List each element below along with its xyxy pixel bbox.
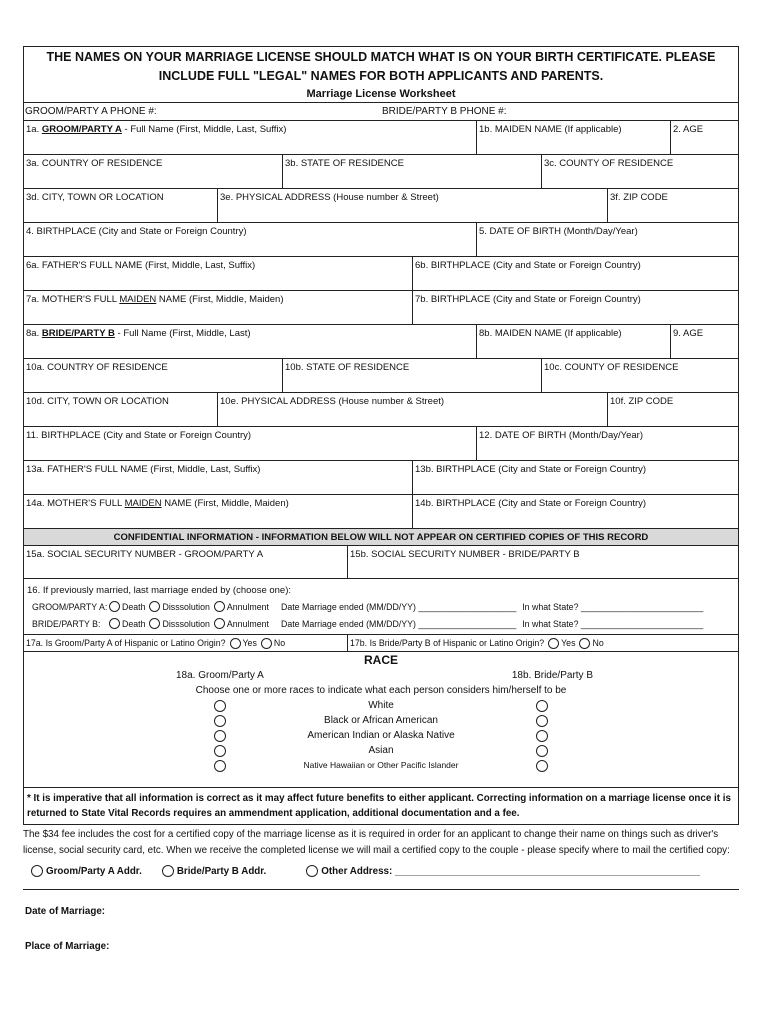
bride-full-name-field[interactable]	[24, 325, 477, 358]
form-row	[24, 291, 738, 325]
imperative-notice: * It is imperative that all information is correct as it may affect future benefits to either applicant. Correcting information on a marriage license once it is returned to State Vital Records requires an ammendment application, additional documentation and a fee.	[27, 793, 731, 819]
groom-father-birthplace-field[interactable]: 6b. BIRTHPLACE (City and State or Foreign Country)	[415, 260, 641, 271]
groom-mother-name-field[interactable]	[24, 291, 413, 324]
groom-father-name-field[interactable]: 6a. FATHER'S FULL NAME (First, Middle, Last, Suffix)	[24, 257, 413, 290]
bride-hispanic-field	[348, 635, 738, 651]
bride-address-option[interactable]	[162, 865, 266, 877]
bride-maiden-name-field[interactable]: 8b. MAIDEN NAME (If applicable)	[477, 325, 671, 358]
field-label-emphasis: MAIDEN	[124, 498, 162, 509]
hispanic-origin-row	[24, 635, 738, 652]
groom-hispanic-field	[24, 635, 348, 651]
groom-address-option[interactable]	[31, 865, 142, 877]
race-bride-heading: 18b. Bride/Party B	[511, 670, 593, 681]
form-row	[24, 257, 738, 291]
race-option-label: White	[368, 700, 394, 711]
option-label: Disssolution	[162, 601, 210, 612]
bride-hispanic-no[interactable]	[579, 638, 603, 649]
confidential-banner: CONFIDENTIAL INFORMATION - INFORMATION BELOW WILL NOT APPEAR ON CERTIFIED COPIES OF THIS RECORD	[24, 529, 738, 546]
bride-father-birthplace-field[interactable]: 13b. BIRTHPLACE (City and State or Foreign Country)	[415, 464, 647, 475]
race-title: RACE	[363, 653, 398, 667]
groom-marriage-label: GROOM/PARTY A:	[32, 601, 108, 612]
radio-icon[interactable]	[31, 865, 43, 877]
option-label: No	[592, 638, 604, 648]
field-label: 1a.	[26, 124, 42, 135]
race-option-label: American Indian or Alaska Native	[307, 730, 455, 741]
bride-dob-field[interactable]: 12. DATE OF BIRTH (Month/Day/Year)	[479, 430, 644, 441]
bride-race-radio[interactable]	[536, 745, 548, 757]
field-label: NAME (First, Middle, Maiden)	[156, 294, 284, 305]
marriage-license-worksheet	[23, 46, 739, 952]
option-label: No	[273, 638, 286, 648]
radio-icon[interactable]	[109, 618, 120, 629]
groom-marriage-line	[27, 598, 735, 615]
groom-city-field[interactable]: 3d. CITY, TOWN OR LOCATION	[24, 189, 218, 222]
bride-date-ended-field[interactable]: Date Marriage ended (MM/DD/YY) ____________________	[280, 618, 517, 629]
groom-dissolution-option[interactable]	[149, 601, 209, 612]
groom-zip-field[interactable]: 3f. ZIP CODE	[610, 192, 668, 203]
previous-marriage-question: 16. If previously married, last marriage ended by (choose one):	[27, 585, 292, 596]
mailing-address-choice	[23, 861, 739, 881]
field-label: - Full Name (First, Middle, Last, Suffix)	[121, 124, 287, 135]
groom-age-field[interactable]: 2. AGE	[673, 124, 704, 135]
groom-death-option[interactable]	[109, 601, 145, 612]
radio-icon[interactable]	[230, 638, 241, 649]
radio-icon[interactable]	[149, 601, 160, 612]
groom-country-field[interactable]: 3a. COUNTRY OF RESIDENCE	[24, 155, 283, 188]
bride-dissolution-option[interactable]	[149, 618, 209, 629]
groom-race-radio[interactable]	[214, 760, 226, 772]
option-label: Yes	[242, 638, 257, 648]
bride-county-field[interactable]: 10c. COUNTY OF RESIDENCE	[544, 362, 679, 373]
form-row	[24, 223, 738, 257]
bride-state-field[interactable]: 10b. STATE OF RESIDENCE	[283, 359, 542, 392]
fee-notice: The $34 fee includes the cost for a certified copy of the marriage license as it is required in order for an applicant to change their name on things such as driver's license, social security card, etc. When we receive the completed license we will mail a certified copy to the couple - please specify where to mail the certified copy:	[23, 829, 730, 856]
option-label: Death	[122, 618, 146, 629]
race-groom-heading: 18a. Groom/Party A	[176, 670, 264, 681]
divider	[23, 889, 739, 890]
bride-age-field[interactable]: 9. AGE	[673, 328, 704, 339]
groom-hispanic-yes[interactable]	[230, 638, 257, 649]
bride-marriage-label: BRIDE/PARTY B:	[32, 618, 101, 629]
race-instruction: Choose one or more races to indicate what each person considers him/herself to be	[195, 685, 567, 696]
race-option-white	[24, 698, 738, 713]
bride-address-field[interactable]: 10e. PHYSICAL ADDRESS (House number & Street)	[218, 393, 608, 426]
groom-state-ended-field[interactable]: In what State? _________________________	[522, 601, 704, 612]
bride-zip-field[interactable]: 10f. ZIP CODE	[610, 396, 674, 407]
page-title: Marriage License Worksheet	[306, 88, 456, 100]
groom-address-field[interactable]: 3e. PHYSICAL ADDRESS (House number & Street)	[218, 189, 608, 222]
place-of-marriage-field[interactable]: Place of Marriage:	[25, 941, 110, 952]
radio-icon[interactable]	[109, 601, 120, 612]
bride-ssn-field[interactable]: 15b. SOCIAL SECURITY NUMBER - BRIDE/PARTY B	[350, 549, 580, 560]
bride-phone-field[interactable]: BRIDE/PARTY B PHONE #:	[382, 106, 507, 117]
date-of-marriage-field[interactable]: Date of Marriage:	[25, 906, 106, 917]
field-label: 8a.	[26, 328, 42, 339]
bride-annulment-option[interactable]	[214, 618, 269, 629]
form-row	[24, 359, 738, 393]
form-row	[24, 121, 738, 155]
option-label: Yes	[561, 638, 576, 648]
form-row	[24, 155, 738, 189]
groom-state-field[interactable]: 3b. STATE OF RESIDENCE	[283, 155, 542, 188]
worksheet-box	[23, 46, 739, 825]
phone-row	[24, 102, 738, 120]
option-label: Groom/Party A Addr.	[46, 865, 142, 877]
bride-country-field[interactable]: 10a. COUNTRY OF RESIDENCE	[24, 359, 283, 392]
bride-death-option[interactable]	[109, 618, 145, 629]
groom-race-radio[interactable]	[214, 745, 226, 757]
field-label: 7a. MOTHER'S FULL	[26, 294, 120, 305]
radio-icon[interactable]	[149, 618, 160, 629]
form-row	[24, 427, 738, 461]
field-label-emphasis: MAIDEN	[119, 294, 157, 305]
bride-city-field[interactable]: 10d. CITY, TOWN OR LOCATION	[24, 393, 218, 426]
option-label: Death	[122, 601, 146, 612]
groom-dob-field[interactable]: 5. DATE OF BIRTH (Month/Day/Year)	[479, 226, 638, 237]
field-label: 14a. MOTHER'S FULL	[26, 498, 125, 509]
groom-race-radio[interactable]	[214, 700, 226, 712]
bride-race-radio[interactable]	[536, 730, 548, 742]
bride-mother-birthplace-field[interactable]: 14b. BIRTHPLACE (City and State or Foreign Country)	[415, 498, 647, 509]
field-label-emphasis: BRIDE/PARTY B	[41, 328, 115, 339]
bride-race-radio[interactable]	[536, 760, 548, 772]
field-label: 17b. Is Bride/Party B of Hispanic or Latino Origin?	[350, 638, 545, 648]
race-section	[24, 652, 738, 788]
form-row	[24, 495, 738, 529]
bride-state-ended-field[interactable]: In what State? _________________________	[522, 618, 704, 629]
groom-annulment-option[interactable]	[214, 601, 269, 612]
field-label: 17a. Is Groom/Party A of Hispanic or Latino Origin?	[26, 638, 226, 648]
form-row	[24, 393, 738, 427]
option-label: Disssolution	[162, 618, 210, 629]
instruction-banner	[24, 47, 738, 86]
option-label: Annulment	[226, 618, 269, 629]
bride-race-radio[interactable]	[536, 715, 548, 727]
bride-marriage-line	[27, 615, 735, 632]
banner-line-2: INCLUDE FULL "LEGAL" NAMES FOR BOTH APPLICANTS AND PARENTS.	[158, 69, 604, 83]
race-option-asian	[24, 743, 738, 758]
radio-icon[interactable]	[214, 601, 225, 612]
bride-birthplace-field[interactable]: 11. BIRTHPLACE (City and State or Foreign Country)	[24, 427, 477, 460]
groom-county-field[interactable]: 3c. COUNTY OF RESIDENCE	[544, 158, 674, 169]
field-label-emphasis: GROOM/PARTY A	[41, 124, 122, 135]
groom-full-name-field[interactable]	[24, 121, 477, 154]
applicant-grid	[24, 120, 738, 824]
radio-icon[interactable]	[162, 865, 174, 877]
previous-marriage-section	[24, 579, 738, 635]
groom-race-radio[interactable]	[214, 730, 226, 742]
groom-birthplace-field[interactable]: 4. BIRTHPLACE (City and State or Foreign Country)	[24, 223, 477, 256]
race-option-label: Asian	[368, 745, 394, 756]
race-option-american-indian	[24, 728, 738, 743]
bride-father-name-field[interactable]: 13a. FATHER'S FULL NAME (First, Middle, Last, Suffix)	[24, 461, 413, 494]
groom-mother-birthplace-field[interactable]: 7b. BIRTHPLACE (City and State or Foreign Country)	[415, 294, 641, 305]
race-headings	[24, 668, 738, 683]
race-option-label: Native Hawaiian or Other Pacific Islander	[303, 760, 459, 770]
form-row	[24, 546, 738, 579]
field-label: NAME (First, Middle, Maiden)	[161, 498, 289, 509]
radio-icon[interactable]	[306, 865, 318, 877]
bride-mother-name-field[interactable]	[24, 495, 413, 528]
race-options	[24, 698, 738, 773]
groom-race-radio[interactable]	[214, 715, 226, 727]
bride-race-radio[interactable]	[536, 700, 548, 712]
groom-hispanic-no[interactable]	[261, 638, 285, 649]
form-row	[24, 189, 738, 223]
radio-icon[interactable]	[214, 618, 225, 629]
option-label: Other Address: ________________________________________________________	[321, 865, 701, 877]
field-label: - Full Name (First, Middle, Last)	[114, 328, 251, 339]
form-row	[24, 461, 738, 495]
groom-date-ended-field[interactable]: Date Marriage ended (MM/DD/YY) ____________________	[280, 601, 517, 612]
groom-phone-field[interactable]: GROOM/PARTY A PHONE #:	[25, 106, 157, 117]
groom-ssn-field[interactable]: 15a. SOCIAL SECURITY NUMBER - GROOM/PARTY A	[24, 546, 348, 578]
other-address-option[interactable]	[306, 865, 700, 877]
race-option-black	[24, 713, 738, 728]
radio-icon[interactable]	[261, 638, 272, 649]
radio-icon[interactable]	[579, 638, 590, 649]
option-label: Annulment	[226, 601, 269, 612]
radio-icon[interactable]	[548, 638, 559, 649]
race-option-label: Black or African American	[324, 715, 438, 726]
banner-line-1: THE NAMES ON YOUR MARRIAGE LICENSE SHOULD MATCH WHAT IS ON YOUR BIRTH CERTIFICATE. PLEASE	[46, 50, 716, 64]
bride-hispanic-yes[interactable]	[548, 638, 575, 649]
form-row	[24, 325, 738, 359]
race-option-pacific-islander	[24, 758, 738, 773]
option-label: Bride/Party B Addr.	[176, 865, 267, 877]
groom-maiden-name-field[interactable]: 1b. MAIDEN NAME (If applicable)	[477, 121, 671, 154]
